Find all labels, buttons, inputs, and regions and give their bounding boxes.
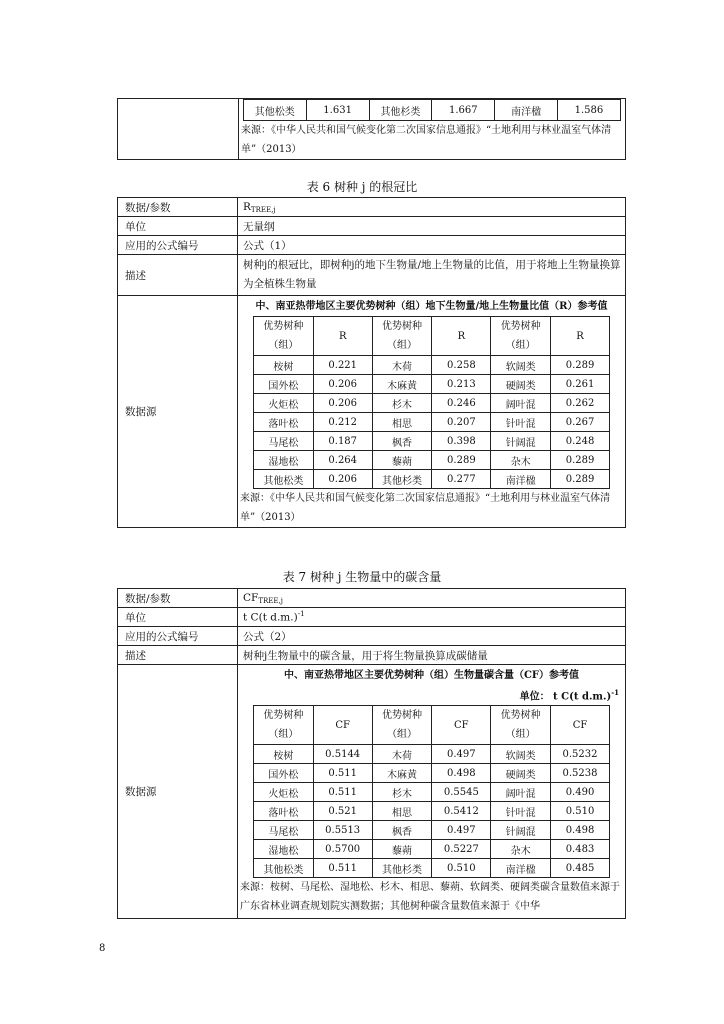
value-cell: 0.213: [432, 375, 491, 394]
value-cell: 0.5227: [432, 840, 491, 859]
table6-inner-table: [253, 316, 610, 489]
species-cell: 藜蒴: [372, 840, 432, 859]
species-cell: 软阔类: [491, 356, 551, 375]
species-cell: 相思: [372, 802, 432, 821]
value-cell: 0.258: [432, 356, 491, 375]
value-cell: 0.289: [432, 451, 491, 470]
fragment-value: 1.631: [306, 100, 369, 121]
col-species-header: [372, 706, 432, 745]
table6-unit-value: 无量纲: [238, 217, 626, 236]
species-cell: 软阔类: [491, 745, 551, 764]
unit-line-superscript: -1: [611, 688, 619, 697]
value-cell: 0.267: [551, 413, 610, 432]
value-cell: 0.289: [551, 451, 610, 470]
header-line: （组）: [387, 729, 417, 741]
value-cell: 0.490: [551, 783, 610, 802]
value-cell: 0.206: [313, 394, 372, 413]
table6-param-value: [238, 198, 626, 217]
value-cell: 0.510: [432, 859, 491, 878]
value-cell: 0.5412: [432, 802, 491, 821]
table-row: [254, 375, 610, 394]
table7-formula-value: 公式（2）: [238, 627, 626, 646]
species-cell: 火炬松: [254, 783, 314, 802]
col-value-header: R: [313, 317, 372, 356]
species-cell: 桉树: [254, 745, 314, 764]
value-cell: 0.277: [432, 470, 491, 489]
unit-text: t C(t d.m.): [243, 611, 298, 624]
col-species-header: [254, 317, 314, 356]
value-cell: 0.206: [313, 375, 372, 394]
table7-source-content: [238, 665, 626, 919]
param-symbol: CF: [243, 591, 259, 604]
table6-body: [254, 356, 610, 489]
header-line: 优势树种: [382, 321, 423, 332]
fragment-source: 来源：《中华人民共和国气候变化第二次国家信息通报》“土地利用与林业温室气体清单”（2013）: [241, 125, 612, 155]
header-line: （组）: [387, 340, 418, 351]
table-row: [254, 394, 610, 413]
species-cell: 针叶混: [491, 802, 551, 821]
table6-caption: 表 6 树种 j 的根冠比: [306, 180, 418, 194]
col-species-header: [372, 317, 432, 356]
header-line: （组）: [505, 340, 536, 351]
species-cell: 枫香: [372, 821, 432, 840]
table6-desc-value: 树种j的根冠比，即树种j的地下生物量/地上生物量的比值，用于将地上生物量换算为全植株生物量: [238, 255, 626, 296]
unit-line-text: 单位： t C(t d.m.): [519, 691, 612, 703]
top-fragment-table: [117, 98, 626, 160]
table7-heading: 中、南亚热带地区主要优势树种（组）生物量碳含量（CF）参考值: [283, 670, 580, 681]
unit-superscript: -1: [297, 610, 305, 619]
table-row: [254, 859, 610, 878]
species-cell: 木麻黄: [372, 764, 432, 783]
value-cell: 0.187: [313, 432, 372, 451]
value-cell: 0.246: [432, 394, 491, 413]
table-row: [254, 840, 610, 859]
value-cell: 0.5232: [551, 745, 610, 764]
species-cell: 木麻黄: [372, 375, 432, 394]
value-cell: 0.510: [551, 802, 610, 821]
table-row: [254, 745, 610, 764]
species-cell: 南洋楹: [491, 859, 551, 878]
fragment-species: 其他杉类: [369, 100, 432, 121]
table7-param-value: [238, 589, 626, 608]
table7-inner-table: [253, 705, 610, 878]
species-cell: 针叶混: [491, 413, 551, 432]
value-cell: 0.5700: [313, 840, 372, 859]
species-cell: 针阔混: [491, 821, 551, 840]
species-cell: 马尾松: [254, 821, 314, 840]
table7-unit-label: 单位: [118, 608, 238, 627]
species-cell: 落叶松: [254, 413, 314, 432]
table7-body: [254, 745, 610, 878]
value-cell: 0.261: [551, 375, 610, 394]
value-cell: 0.5144: [313, 745, 372, 764]
table-row: [254, 470, 610, 489]
table7: [117, 588, 626, 919]
col-value-header: CF: [551, 706, 610, 745]
fragment-species: 南洋楹: [495, 100, 558, 121]
value-cell: 0.497: [432, 821, 491, 840]
header-line: 优势树种: [500, 710, 541, 722]
table7-desc-value: 树种j生物量中的碳含量，用于将生物量换算成碳储量: [238, 646, 626, 665]
value-cell: 0.398: [432, 432, 491, 451]
table7-unit-line: [238, 685, 625, 705]
value-cell: 0.485: [551, 859, 610, 878]
table6-source-note: 来源：《中华人民共和国气候变化第二次国家信息通报》“土地利用与林业温室气体清单”（2013）: [240, 493, 611, 523]
header-line: （组）: [268, 729, 299, 741]
header-line: 优势树种: [263, 321, 304, 332]
table-row: [254, 764, 610, 783]
table7-unit-value: [238, 608, 626, 627]
table7-param-label: 数据/参数: [118, 589, 238, 608]
species-cell: 国外松: [254, 375, 314, 394]
value-cell: 0.511: [313, 859, 372, 878]
value-cell: 0.289: [551, 356, 610, 375]
col-value-header: CF: [313, 706, 372, 745]
table-row: [254, 413, 610, 432]
table7-desc-label: 描述: [118, 646, 238, 665]
header-line: 优势树种: [382, 710, 422, 722]
value-cell: 0.483: [551, 840, 610, 859]
value-cell: 0.521: [313, 802, 372, 821]
header-line: （组）: [505, 729, 536, 741]
species-cell: 杂木: [491, 451, 551, 470]
species-cell: 藜蒴: [372, 451, 432, 470]
table6-formula-label: 应用的公式编号: [118, 236, 238, 255]
table-row: [254, 356, 610, 375]
species-cell: 杂木: [491, 840, 551, 859]
species-cell: 湿地松: [254, 451, 314, 470]
col-value-header: R: [551, 317, 610, 356]
table6-unit-label: 单位: [118, 217, 238, 236]
species-cell: 阔叶混: [491, 783, 551, 802]
header-line: 优势树种: [500, 321, 541, 332]
value-cell: 0.498: [551, 821, 610, 840]
col-species-header: [491, 706, 551, 745]
value-cell: 0.212: [313, 413, 372, 432]
table-row: [254, 451, 610, 470]
species-cell: 其他杉类: [372, 859, 432, 878]
table7-source-note: 来源：桉树、马尾松、湿地松、杉木、相思、藜蒴、软阔类、硬阔类碳含量数值来源于广东省林业调查规划院实测数据；其他树种碳含量数值来源于《中华: [240, 882, 620, 913]
table7-source-label: 数据源: [118, 665, 238, 919]
species-cell: 木荷: [372, 356, 432, 375]
table-row: [254, 783, 610, 802]
value-cell: 0.221: [313, 356, 372, 375]
value-cell: 0.262: [551, 394, 610, 413]
col-value-header: CF: [432, 706, 491, 745]
value-cell: 0.264: [313, 451, 372, 470]
value-cell: 0.248: [551, 432, 610, 451]
value-cell: 0.511: [313, 764, 372, 783]
param-subscript: TREE,j: [258, 596, 283, 605]
value-cell: 0.498: [432, 764, 491, 783]
fragment-label-cell: [118, 99, 239, 160]
value-cell: 0.511: [313, 783, 372, 802]
param-subscript: TREE,j: [250, 205, 276, 214]
col-value-header: R: [432, 317, 491, 356]
species-cell: 落叶松: [254, 802, 314, 821]
species-cell: 枫香: [372, 432, 432, 451]
header-line: （组）: [268, 340, 299, 351]
value-cell: 0.207: [432, 413, 491, 432]
species-cell: 杉木: [372, 783, 432, 802]
table6-source-content: [238, 296, 626, 528]
species-cell: 硬阔类: [491, 375, 551, 394]
col-species-header: [254, 706, 314, 745]
fragment-content-cell: [239, 99, 626, 160]
fragment-inner-table: [243, 99, 621, 121]
species-cell: 南洋楹: [491, 470, 551, 489]
table6: [117, 197, 626, 528]
species-cell: 相思: [372, 413, 432, 432]
species-cell: 桉树: [254, 356, 314, 375]
value-cell: 0.5513: [313, 821, 372, 840]
col-species-header: [491, 317, 551, 356]
fragment-value: 1.586: [557, 100, 620, 121]
species-cell: 其他杉类: [372, 470, 432, 489]
table6-source-label: 数据源: [118, 296, 238, 528]
species-cell: 针阔混: [491, 432, 551, 451]
species-cell: 马尾松: [254, 432, 314, 451]
species-cell: 国外松: [254, 764, 314, 783]
species-cell: 硬阔类: [491, 764, 551, 783]
value-cell: 0.206: [313, 470, 372, 489]
species-cell: 杉木: [372, 394, 432, 413]
table-row: [254, 432, 610, 451]
species-cell: 木荷: [372, 745, 432, 764]
value-cell: 0.5238: [551, 764, 610, 783]
species-cell: 火炬松: [254, 394, 314, 413]
table-row: [254, 802, 610, 821]
table-row: [254, 821, 610, 840]
table6-formula-value: 公式（1）: [238, 236, 626, 255]
table6-desc-label: 描述: [118, 255, 238, 296]
table6-param-label: 数据/参数: [118, 198, 238, 217]
value-cell: 0.289: [551, 470, 610, 489]
species-cell: 其他松类: [254, 470, 314, 489]
value-cell: 0.497: [432, 745, 491, 764]
species-cell: 湿地松: [254, 840, 314, 859]
header-line: 优势树种: [263, 710, 304, 722]
page-number: 8: [99, 943, 106, 954]
table7-caption: 表 7 树种 j 生物量中的碳含量: [282, 570, 442, 584]
table7-formula-label: 应用的公式编号: [118, 627, 238, 646]
table6-heading: 中、南亚热带地区主要优势树种（组）地下生物量/地上生物量比值（R）参考值: [255, 301, 608, 312]
species-cell: 阔叶混: [491, 394, 551, 413]
fragment-species: 其他松类: [244, 100, 307, 121]
param-symbol: R: [243, 200, 251, 213]
value-cell: 0.5545: [432, 783, 491, 802]
species-cell: 其他松类: [254, 859, 314, 878]
fragment-value: 1.667: [432, 100, 495, 121]
